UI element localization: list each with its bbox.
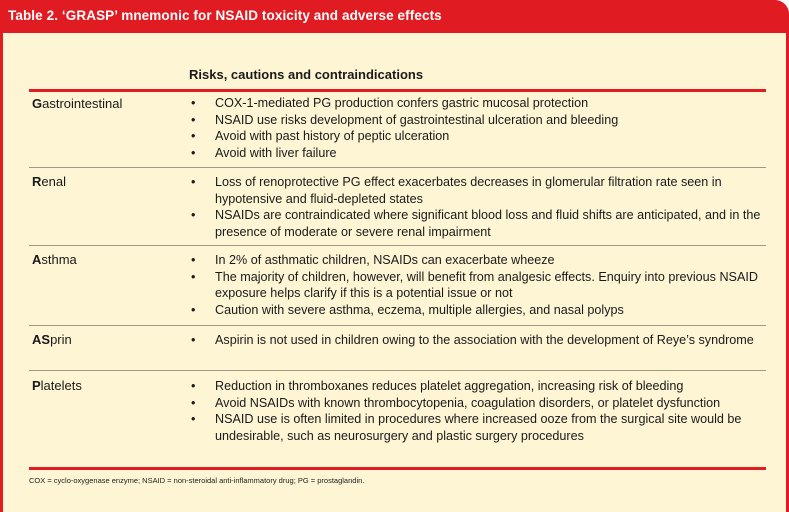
row-items-gastrointestinal	[189, 95, 764, 161]
list-item: • COX-1-mediated PG production confers gastric mucosal protection	[189, 95, 764, 112]
list-item: • Avoid with past history of peptic ulceration	[189, 128, 764, 145]
row-items-platelets	[189, 378, 764, 444]
list-item: • Avoid NSAIDs with known thrombocytopenia, coagulation disorders, or platelet dysfunction	[189, 395, 764, 412]
row-label-gastrointestinal: Gastrointestinal	[32, 96, 123, 111]
row-divider	[29, 370, 766, 371]
row-divider	[29, 325, 766, 326]
row-divider	[29, 245, 766, 246]
row-label-asprin: ASprin	[32, 332, 72, 347]
table-footnote: COX = cyclo-oxygenase enzyme; NSAID = non-steroidal anti-inflammatory drug; PG = prostaglandin.	[29, 476, 365, 485]
list-item: • The majority of children, however, will benefit from analgesic effects. Enquiry into previous NSAID exposure helps clarify if this is a potential issue or not	[189, 269, 764, 302]
list-item: • Aspirin is not used in children owing to the association with the development of Reye’s syndrome	[189, 332, 764, 349]
row-items-renal	[189, 174, 764, 240]
header-rule	[29, 89, 766, 92]
table-panel	[0, 33, 789, 512]
list-item: • NSAID use risks development of gastrointestinal ulceration and bleeding	[189, 112, 764, 129]
column-header: Risks, cautions and contraindications	[189, 67, 424, 82]
list-item: • NSAID use is often limited in procedures where increased ooze from the surgical site would be undesirable, such as neurosurgery and plastic surgery procedures	[189, 411, 764, 444]
row-label-asthma: Asthma	[32, 252, 77, 267]
bottom-rule	[29, 467, 766, 470]
row-items-asthma	[189, 252, 764, 318]
list-item: • NSAIDs are contraindicated where significant blood loss and fluid shifts are anticipated, and in the presence of moderate or severe renal impairment	[189, 207, 764, 240]
list-item: • Loss of renoprotective PG effect exacerbates decreases in glomerular filtration rate seen in hypotensive and fluid-depleted states	[189, 174, 764, 207]
list-item: • Avoid with liver failure	[189, 145, 764, 162]
row-label-renal: Renal	[32, 174, 66, 189]
list-item: • Caution with severe asthma, eczema, multiple allergies, and nasal polyps	[189, 302, 764, 319]
list-item: • In 2% of asthmatic children, NSAIDs can exacerbate wheeze	[189, 252, 764, 269]
row-label-platelets: Platelets	[32, 378, 82, 393]
table-title: Table 2. ‘GRASP’ mnemonic for NSAID toxicity and adverse effects	[0, 0, 789, 33]
row-items-asprin	[189, 332, 764, 349]
list-item: • Reduction in thromboxanes reduces platelet aggregation, increasing risk of bleeding	[189, 378, 764, 395]
row-divider	[29, 167, 766, 168]
